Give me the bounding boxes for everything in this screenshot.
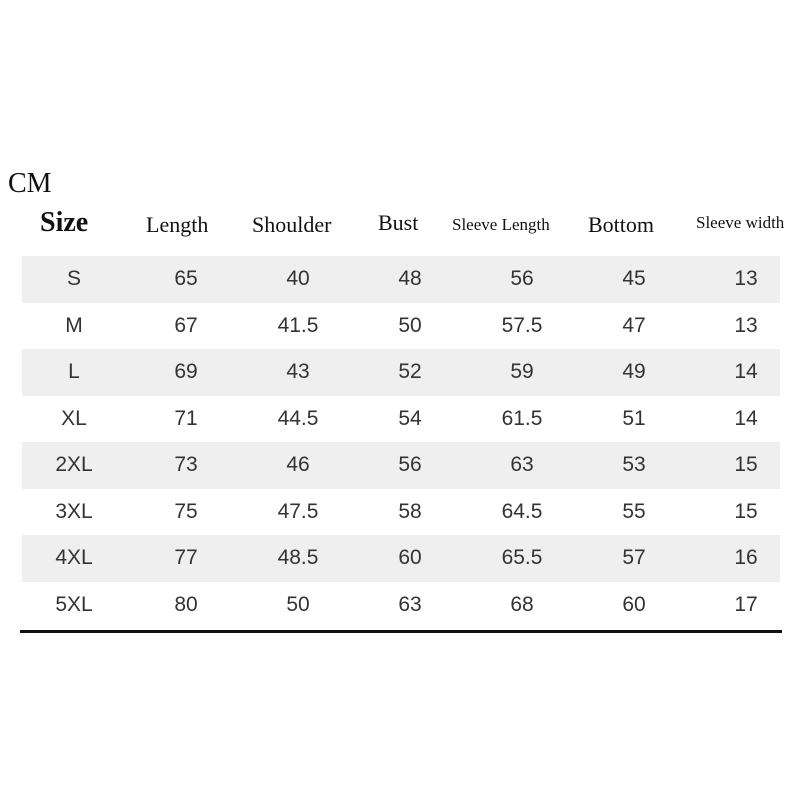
cell-length: 77	[174, 546, 198, 569]
table-bottom-rule	[20, 630, 782, 633]
cell-sleeve-length: 68	[510, 592, 534, 616]
table-row	[22, 582, 780, 629]
cell-sleeve-width: 13	[734, 267, 758, 290]
cell-sleeve-length: 61.5	[501, 406, 543, 430]
header-bottom: Bottom	[588, 212, 655, 237]
cell-length: 80	[174, 592, 198, 616]
cell-bottom: 53	[622, 453, 646, 476]
cell-bust: 54	[398, 406, 422, 430]
cell-bust: 63	[398, 592, 422, 616]
cell-length: 71	[174, 406, 198, 430]
cell-shoulder: 50	[286, 592, 310, 616]
cell-shoulder: 47.5	[277, 499, 319, 523]
cell-size: L	[68, 360, 80, 383]
table-header	[0, 200, 800, 246]
cell-bust: 56	[398, 453, 422, 476]
cell-shoulder: 40	[286, 267, 310, 290]
cell-size: 3XL	[55, 499, 93, 523]
table-row	[22, 396, 780, 443]
cell-bottom: 57	[622, 546, 646, 569]
cell-bottom: 55	[622, 499, 646, 523]
table-row	[22, 489, 780, 536]
cell-length: 73	[174, 453, 198, 476]
cell-sleeve-width: 15	[734, 499, 758, 523]
cell-bust: 50	[398, 313, 422, 337]
cell-bottom: 45	[622, 267, 646, 290]
cell-sleeve-width: 16	[734, 546, 758, 569]
size-table-body	[22, 256, 780, 628]
cell-sleeve-width: 15	[734, 453, 758, 476]
table-row	[22, 256, 780, 303]
cell-sleeve-length: 56	[510, 267, 534, 290]
cell-sleeve-width: 14	[734, 406, 758, 430]
table-row	[22, 349, 780, 396]
cell-bottom: 51	[622, 406, 646, 430]
table-row	[22, 442, 780, 489]
table-row	[22, 535, 780, 582]
cell-sleeve-length: 63	[510, 453, 534, 476]
cell-shoulder: 44.5	[277, 406, 319, 430]
cell-bust: 52	[398, 360, 422, 383]
cell-shoulder: 46	[286, 453, 310, 476]
cell-length: 69	[174, 360, 198, 383]
cell-sleeve-width: 17	[734, 592, 758, 616]
cell-shoulder: 41.5	[277, 313, 319, 337]
cell-sleeve-length: 64.5	[501, 499, 543, 523]
cell-size: 5XL	[55, 592, 93, 616]
cell-sleeve-length: 57.5	[501, 313, 543, 337]
header-size: Size	[40, 207, 89, 238]
header-shoulder: Shoulder	[252, 212, 332, 237]
cell-sleeve-width: 14	[734, 360, 758, 383]
cell-bust: 48	[398, 267, 422, 290]
cell-length: 75	[174, 499, 198, 523]
header-sleeve-length: Sleeve Length	[452, 215, 550, 234]
unit-label: CM	[8, 168, 52, 199]
cell-sleeve-length: 65.5	[501, 546, 543, 569]
cell-length: 65	[174, 267, 198, 290]
header-sleeve-width: Sleeve width	[696, 213, 785, 232]
header-bust: Bust	[378, 210, 419, 235]
cell-sleeve-width: 13	[734, 313, 758, 337]
cell-size: 4XL	[55, 546, 93, 569]
cell-shoulder: 43	[286, 360, 310, 383]
cell-bottom: 49	[622, 360, 646, 383]
cell-size: XL	[61, 406, 87, 430]
cell-length: 67	[174, 313, 198, 337]
cell-size: S	[66, 267, 81, 290]
cell-bust: 58	[398, 499, 422, 523]
cell-bust: 60	[398, 546, 422, 569]
cell-bottom: 60	[622, 592, 646, 616]
cell-bottom: 47	[622, 313, 646, 337]
cell-size: 2XL	[55, 453, 93, 476]
cell-size: M	[65, 313, 83, 337]
cell-shoulder: 48.5	[277, 546, 319, 569]
table-row	[22, 303, 780, 350]
header-length: Length	[146, 212, 209, 237]
cell-sleeve-length: 59	[510, 360, 534, 383]
